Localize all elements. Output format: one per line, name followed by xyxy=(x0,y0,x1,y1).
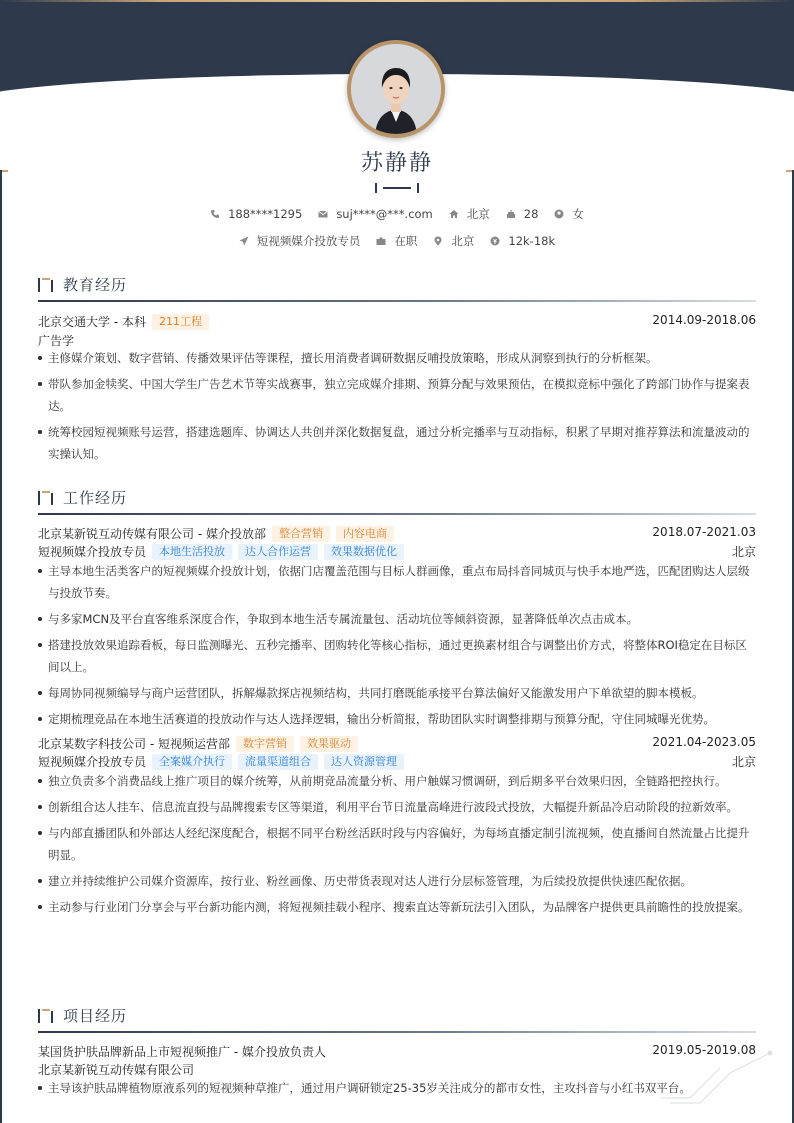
phone-icon xyxy=(210,209,220,219)
name-divider xyxy=(375,183,419,193)
role-tag: 全案媒介执行 xyxy=(152,754,232,770)
education-bullets xyxy=(38,347,750,469)
send-icon xyxy=(239,236,249,246)
job-city: 北京 xyxy=(731,755,756,769)
list-item: 搭建投放效果追踪看板，每日监测曝光、五秒完播率、团购转化等核心指标，通过更换素材组合与调整出价方式，将整体ROI稳定在目标区间以上。 xyxy=(38,634,750,678)
project-date: 2019.05-2019.08 xyxy=(652,1043,756,1057)
email: suj****@***.com xyxy=(318,207,432,221)
list-item: 主动参与行业闭门分享会与平台新功能内测，将短视频挂载小程序、搜索直达等新玩法引入团队，为品牌客户提供更具前瞻性的投放提案。 xyxy=(38,896,750,918)
section-work xyxy=(38,487,756,515)
corner-decoration xyxy=(660,1048,780,1108)
role-tag: 效果数据优化 xyxy=(324,544,404,560)
mail-icon xyxy=(318,209,328,219)
section-education xyxy=(38,274,756,302)
list-item: 与内部直播团队和外部达人经纪深度配合，根据不同平台粉丝活跃时段与内容偏好，为每场直播定制引流视频，使直播间自然流量占比提升明显。 xyxy=(38,822,750,866)
money-icon xyxy=(490,236,500,246)
list-item: 主导该护肤品牌植物原液系列的短视频种草推广，通过用户调研锁定25-35岁关注成分的都市女性，主攻抖音与小红书双平台。 xyxy=(38,1077,750,1099)
section-mark-icon xyxy=(38,491,52,505)
list-item: 创新组合达人挂车、信息流直投与品牌搜索专区等渠道，利用平台节日流量高峰进行波段式投放，大幅提升新品冷启动阶段的拉新效率。 xyxy=(38,796,750,818)
education-date: 2014.09-2018.06 xyxy=(652,313,756,327)
phone: 188****1295 xyxy=(210,207,302,221)
job-role-row xyxy=(38,753,756,771)
job-bullets xyxy=(38,560,750,734)
page-left-border xyxy=(0,170,2,1123)
home-icon xyxy=(449,209,459,219)
project-entry xyxy=(38,1043,756,1061)
job-entry xyxy=(38,525,756,543)
job-entry xyxy=(38,735,756,753)
job-role-row xyxy=(38,543,756,561)
avatar-portrait xyxy=(351,44,441,134)
job-bullets xyxy=(38,770,750,922)
section-title: 工作经历 xyxy=(63,489,128,507)
education-entry xyxy=(38,313,756,331)
list-item: 独立负责多个消费品线上推广项目的媒介统筹，从前期竞品流量分析、用户触媒习惯调研，到后期多平台效果归因，全链路把控执行。 xyxy=(38,770,750,792)
gender-icon xyxy=(554,209,564,219)
age: 28 xyxy=(506,207,539,221)
job-date: 2018.07-2021.03 xyxy=(652,525,756,539)
company-name: 北京某新锐互动传媒有限公司 - 媒介投放部 xyxy=(38,527,266,541)
list-item: 主导本地生活类客户的短视频媒介投放计划，依据门店覆盖范围与目标人群画像，重点布局抖音同城页与快手本地严选，匹配团购达人层级与投放节奏。 xyxy=(38,560,750,604)
target-city: 北京 xyxy=(433,233,474,249)
role-tag: 流量渠道组合 xyxy=(238,754,318,770)
header-gold-line xyxy=(0,0,794,2)
company-name: 北京某数字科技公司 - 短视频运营部 xyxy=(38,737,230,751)
school-tag: 211工程 xyxy=(152,314,209,330)
location-icon xyxy=(433,236,443,246)
section-rule xyxy=(38,513,756,515)
job-role: 短视频媒介投放专员 xyxy=(38,545,147,559)
project-bullets xyxy=(38,1077,750,1103)
company-tag: 效果驱动 xyxy=(300,736,358,752)
role-tag: 达人合作运营 xyxy=(238,544,318,560)
avatar-frame xyxy=(347,40,445,138)
briefcase-icon xyxy=(376,236,386,246)
job-city: 北京 xyxy=(731,545,756,559)
avatar xyxy=(351,44,441,134)
section-rule xyxy=(38,1031,756,1033)
cake-icon xyxy=(506,209,516,219)
target-position: 短视频媒介投放专员 xyxy=(239,233,361,249)
job-intent-row xyxy=(0,233,794,249)
list-item: 主修媒介策划、数字营销、传播效果评估等课程，擅长用消费者调研数据反哺投放策略，形成从洞察到执行的分析框架。 xyxy=(38,347,750,369)
company-tag: 整合营销 xyxy=(272,526,330,542)
major: 广告学 xyxy=(38,334,75,348)
section-rule xyxy=(38,300,756,302)
home-city: 北京 xyxy=(449,206,490,222)
list-item: 与多家MCN及平台直客维系深度合作，争取到本地生活专属流量包、活动坑位等倾斜资源，显著降低单次点击成本。 xyxy=(38,608,750,630)
list-item: 带队参加金犊奖、中国大学生广告艺术节等实战赛事，独立完成媒介排期、预算分配与效果预估，在模拟竞标中强化了跨部门协作与提案表达。 xyxy=(38,373,750,417)
list-item: 建立并持续维护公司媒介资源库，按行业、粉丝画像、历史带货表现对达人进行分层标签管理，为后续投放提供快速匹配依据。 xyxy=(38,870,750,892)
project-name: 某国货护肤品牌新品上市短视频推广 - 媒介投放负责人 xyxy=(38,1045,326,1059)
contact-row xyxy=(0,206,794,222)
section-mark-icon xyxy=(38,278,52,292)
expected-salary: 12k-18k xyxy=(490,234,555,248)
job-date: 2021.04-2023.05 xyxy=(652,735,756,749)
section-title: 项目经历 xyxy=(63,1007,128,1025)
project-org: 北京某新锐互动传媒有限公司 xyxy=(38,1063,195,1077)
list-item: 每周协同视频编导与商户运营团队，拆解爆款探店视频结构，共同打磨既能承接平台算法偏好又能激发用户下单欲望的脚本模板。 xyxy=(38,682,750,704)
list-item: 定期梳理竞品在本地生活赛道的投放动作与达人选择逻辑，输出分析简报，帮助团队实时调整排期与预算分配，守住同城曝光优势。 xyxy=(38,708,750,730)
list-item: 统筹校园短视频账号运营，搭建选题库、协调达人共创并深化数据复盘，通过分析完播率与互动指标，积累了早期对推荐算法和流量波动的实操认知。 xyxy=(38,421,750,465)
role-tag: 本地生活投放 xyxy=(152,544,232,560)
section-mark-icon xyxy=(38,1009,52,1023)
job-role: 短视频媒介投放专员 xyxy=(38,755,147,769)
section-projects xyxy=(38,1005,756,1033)
company-tag: 内容电商 xyxy=(336,526,394,542)
employment-status: 在职 xyxy=(376,233,417,249)
company-tag: 数字营销 xyxy=(236,736,294,752)
role-tag: 达人资源管理 xyxy=(324,754,404,770)
candidate-name: 苏静静 xyxy=(360,151,433,176)
school-name: 北京交通大学 - 本科 xyxy=(38,315,146,329)
gender: 女 xyxy=(554,206,584,222)
section-title: 教育经历 xyxy=(63,276,128,294)
